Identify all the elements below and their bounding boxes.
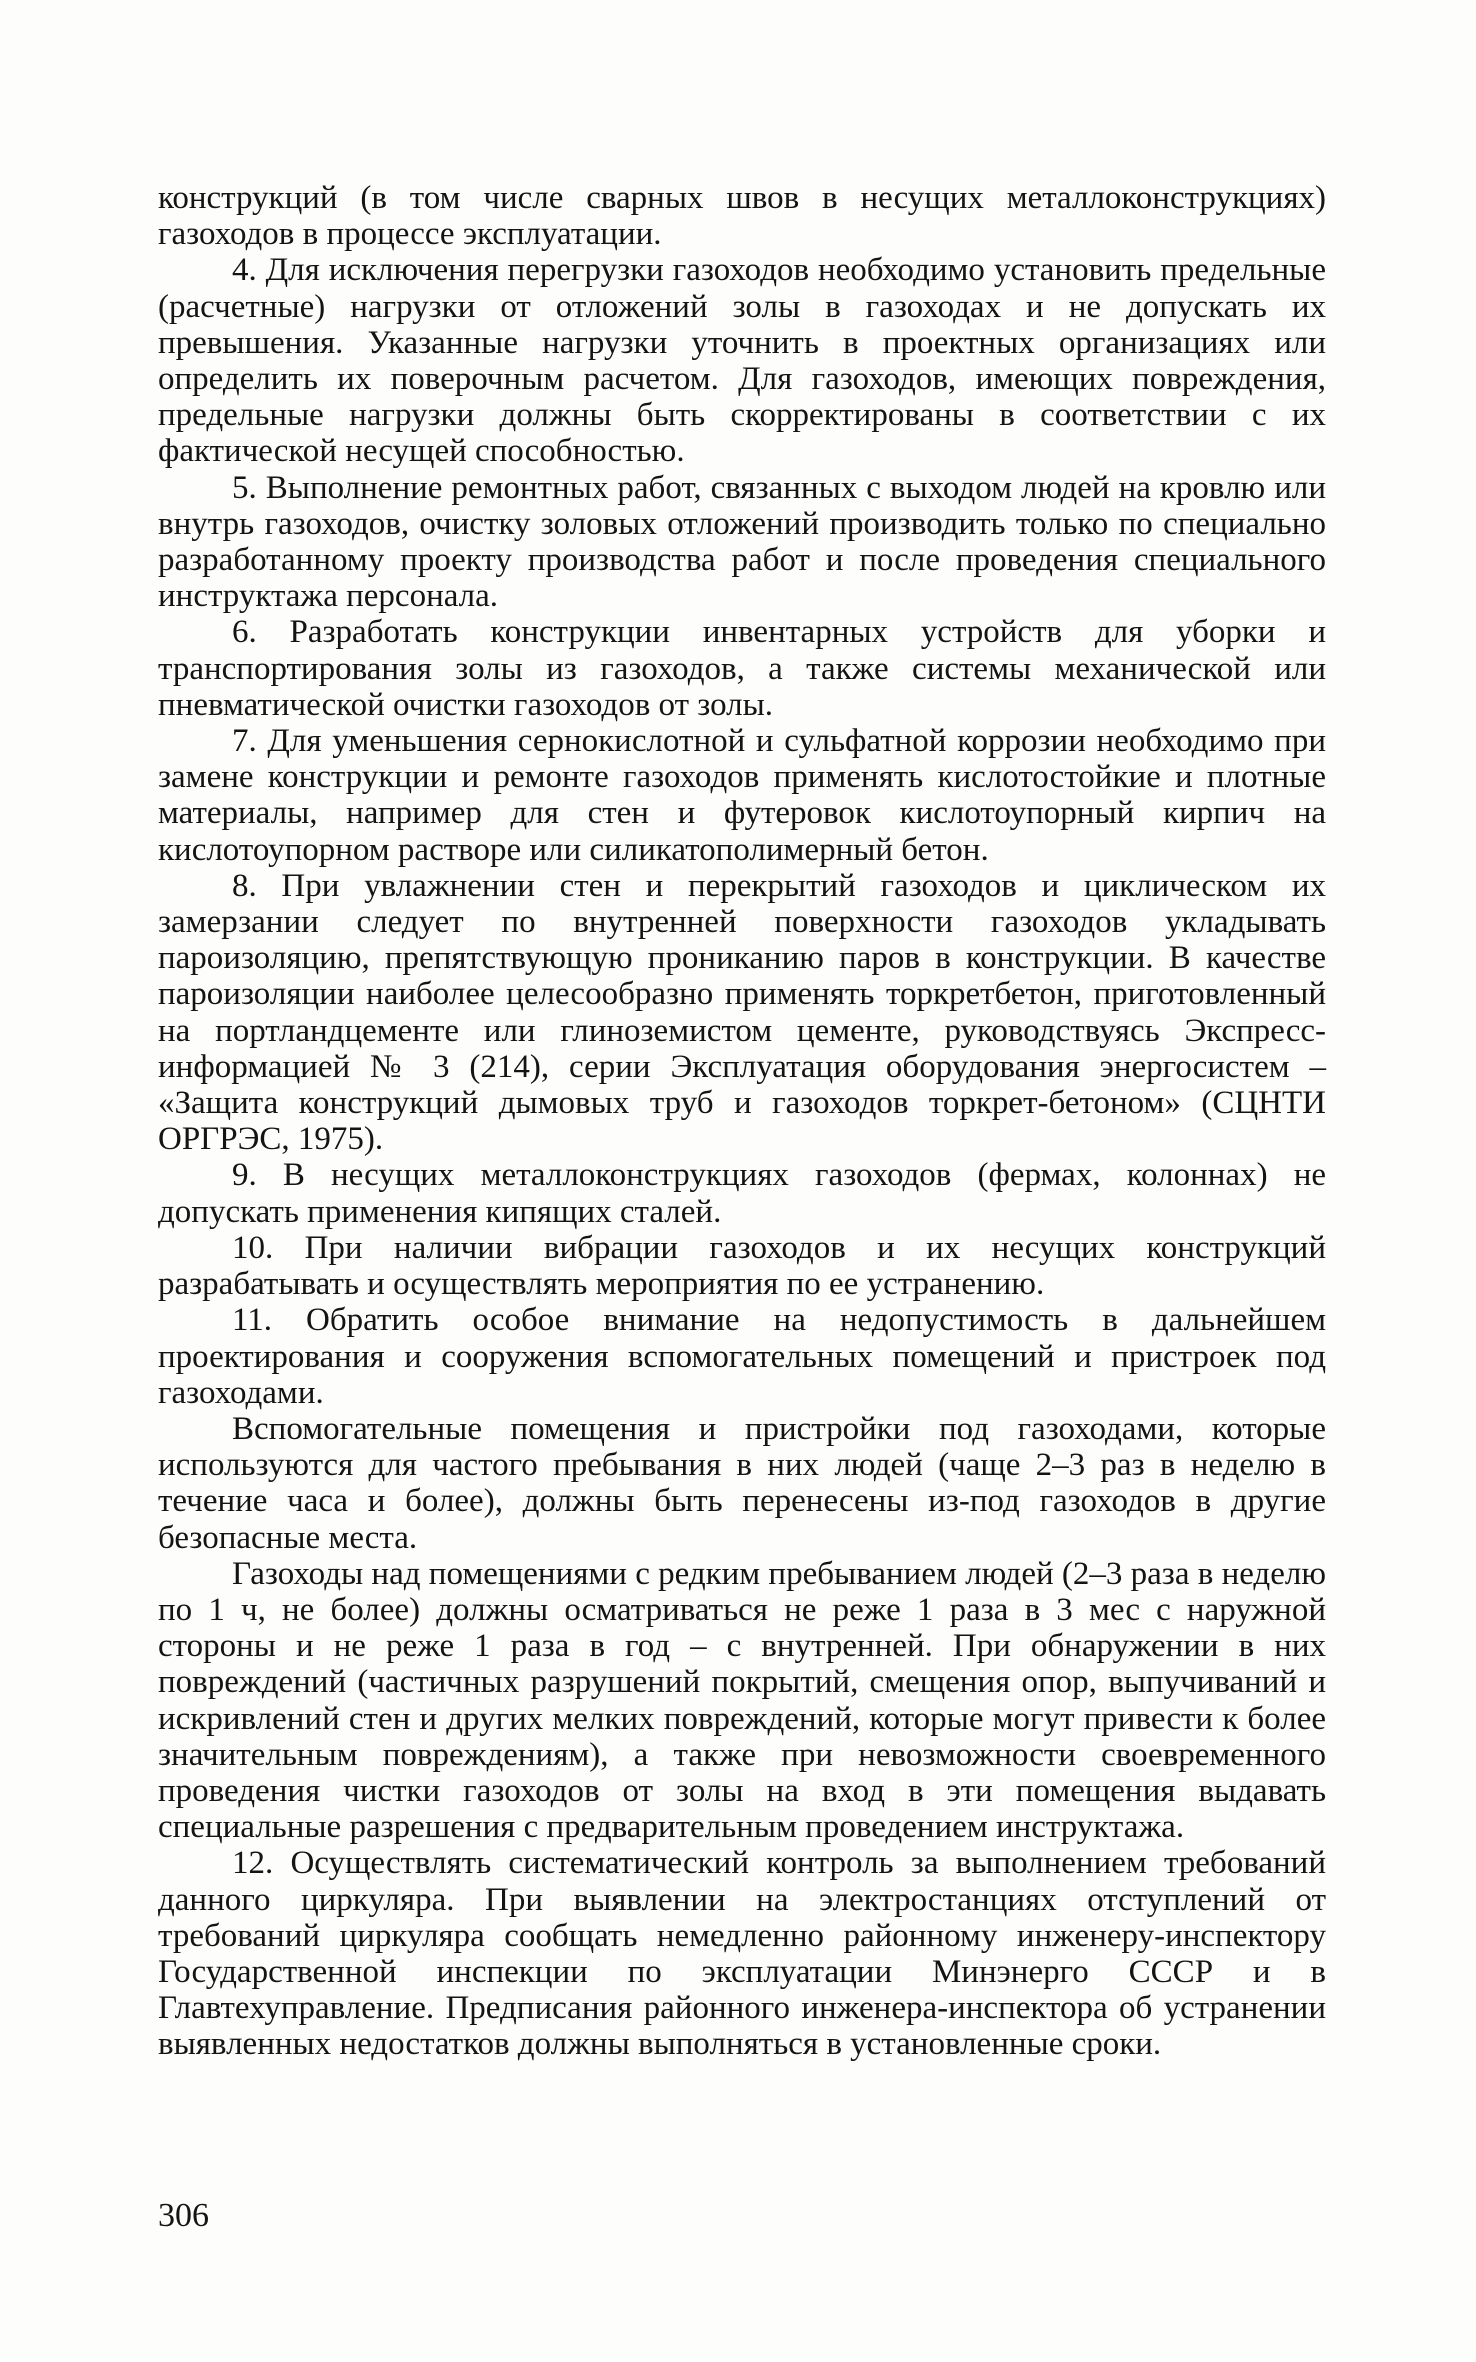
paragraph-item-8: 8. При увлажнении стен и перекрытий газоходов и циклическом их замерзании следует по внутренней поверхности газоходов укладывать пароизоляцию, препятствующую прониканию паров в конструкции. В качестве пароизоляции наиболее целесообразно применять торкретбетон, приготовленный на портландцементе или глиноземистом цементе, руководствуясь Экспресс-информацией № 3 (214), серии Эксплуатация оборудования энергосистем – «Защита конструкций дымовых труб и газоходов торкрет-бетоном» (СЦНТИ ОРГРЭС, 1975).: [158, 867, 1326, 1158]
paragraph-item-7: 7. Для уменьшения сернокислотной и сульфатной коррозии необходимо при замене конструкции и ремонте газоходов применять кислотостойкие и плотные материалы, например для стен и футеровок кислотоупорный кирпич на кислотоупорном растворе или силикатополимерный бетон.: [158, 723, 1326, 868]
paragraph-item-12: 12. Осуществлять систематический контроль за выполнением требований данного циркуляра. При выявлении на электростанциях отступлений от требований циркуляра сообщать немедленно районному инженеру-инспектору Государственной инспекции по эксплуатации Минэнерго СССР и в Главтехуправление. Предписания районного инженера-инспектора об устранении выявленных недостатков должны выполняться в установленные сроки.: [158, 1845, 1326, 2063]
paragraph-continuation: конструкций (в том числе сварных швов в несущих металлоконструкциях) газоходов в процессе эксплуатации.: [158, 180, 1326, 253]
page-number: 306: [158, 2197, 209, 2234]
paragraph-item-6: 6. Разработать конструкции инвентарных устройств для уборки и транспортирования золы из газоходов, а также системы механической или пневматической очистки газоходов от золы.: [158, 614, 1326, 723]
paragraph-item-10: 10. При наличии вибрации газоходов и их несущих конструкций разрабатывать и осуществлять мероприятия по ее устранению.: [158, 1229, 1326, 1303]
paragraph-item-11: 11. Обратить особое внимание на недопустимость в дальнейшем проектирования и сооружения вспомогательных помещений и пристроек под газоходами.: [158, 1302, 1326, 1411]
paragraph-inspection-rules: Газоходы над помещениями с редким пребыванием людей (2–3 раза в неделю по 1 ч, не более) должны осматриваться не реже 1 раза в 3 мес с наружной стороны и не реже 1 раза в год – с внутренней. При обнаружении в них повреждений (частичных разрушений покрытий, смещения опор, выпучиваний и искривлений стен и других мелких повреждений, которые могут привести к более значительным повреждениям), а также при невозможности своевременного проведения чистки газоходов от золы на вход в эти помещения выдавать специальные разрешения с предварительным проведением инструктажа.: [158, 1555, 1326, 1846]
body-text: [158, 180, 1326, 2063]
paragraph-item-4: 4. Для исключения перегрузки газоходов необходимо установить предельные (расчетные) нагрузки от отложений золы в газоходах и не допускать их превышения. Указанные нагрузки уточнить в проектных организациях или определить их поверочным расчетом. Для газоходов, имеющих повреждения, предельные нагрузки должны быть скорректированы в соответствии с их фактической несущей способностью.: [158, 252, 1326, 470]
paragraph-item-9: 9. В несущих металлоконструкциях газоходов (фермах, колоннах) не допускать применения кипящих сталей.: [158, 1157, 1326, 1230]
paragraph-auxiliary-rooms: Вспомогательные помещения и пристройки под газоходами, которые используются для частого пребывания в них людей (чаще 2–3 раз в неделю в течение часа и более), должны быть перенесены из-под газоходов в другие безопасные места.: [158, 1410, 1326, 1556]
paragraph-item-5: 5. Выполнение ремонтных работ, связанных с выходом людей на кровлю или внутрь газоходов, очистку золовых отложений производить только по специально разработанному проекту производства работ и после проведения специального инструктажа персонала.: [158, 469, 1326, 615]
